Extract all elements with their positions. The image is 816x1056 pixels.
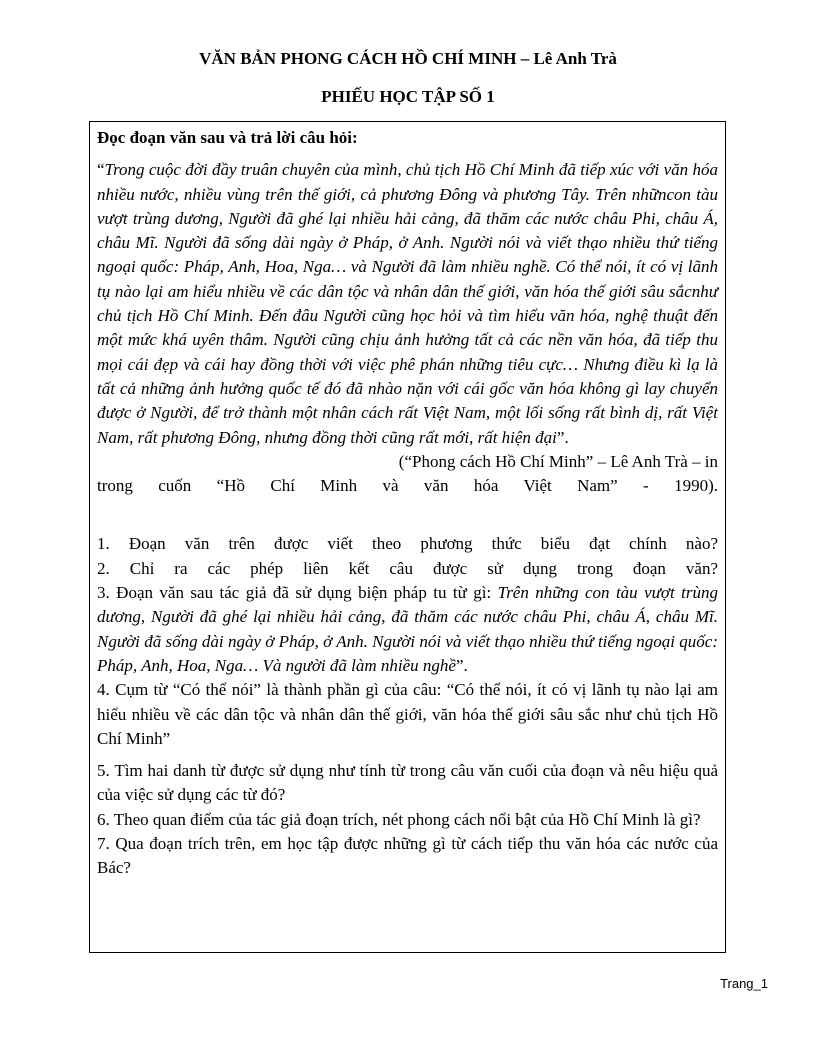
question-4: 4. Cụm từ “Có thể nói” là thành phần gì của câu: “Có thể nói, ít có vị lãnh tụ nào lại am hiểu nhiều về các dân tộc và nhân dân thế giới, văn hóa thế giới sâu sắc như chủ tịch Hồ Chí Minh” [97,680,718,748]
question-3-quote: Trên những con tàu vượt trùng dương, Người đã ghé lại nhiều hải cảng, đã thăm các nước châu Phi, châu Á, châu Mĩ. Người đã sống dài ngày ở Pháp, ở Anh. Người nói và viết thạo nhiều thứ tiếng ngoại quốc: Pháp, Anh, Hoa, Nga… Và người đã làm nhiều nghề [97,583,718,675]
question-3-suffix: ”. [455,655,468,675]
passage-text: Trong cuộc đời đầy truân chuyên của mình, chủ tịch Hồ Chí Minh đã tiếp xúc với văn hóa nhiều nước, nhiều vùng trên thế giới, cả phương Đông và phương Tây. Trên nhữncon tàu vượt trùng dương, Người đã ghé lại nhiều hải cảng, đã thăm các nước châu Phi, châu Á, châu Mĩ. Người đã sống dài ngày ở Pháp, ở Anh. Người nói và viết thạo nhiều thứ tiếng ngoại quốc: Pháp, Anh, Hoa, Nga… và Người đã làm nhiều nghề. Có thể nói, ít có vị lãnh tụ nào lại am hiểu nhiều về các dân tộc và nhân dân thế giới, văn hóa thế giới sâu sắcnhư chủ tịch Hồ Chí Minh. Đến đâu Người cũng học hỏi và tìm hiểu văn hóa, nghệ thuật đến một mức khá uyên thâm. Người cũng chịu ảnh hưởng tất cả các nền văn hóa, đã tiếp thu mọi cái đẹp và cái hay đồng thời với việc phê phán những tiêu cực… Nhưng điều kì lạ là tất cả những ảnh hưởng quốc tế đó đã nhào nặn với cái gốc văn hóa không gì lay chuyển được ở Người, để trở thành một nhân cách rất Việt Nam, một lối sống rất bình dị, rất Việt Nam, rất phương Đông, nhưng đồng thời cũng rất mới, rất hiện đại [97,160,718,447]
page-number: Trang_1 [720,976,768,991]
question-1: 1. Đoạn văn trên được viết theo phương thức biểu đạt chính nào? [97,534,718,554]
document-title: VĂN BẢN PHONG CÁCH HỒ CHÍ MINH – Lê Anh Trà [199,49,617,68]
question-6: 6. Theo quan điểm của tác giả đoạn trích, nét phong cách nổi bật của Hồ Chí Minh là gì? [97,809,701,829]
worksheet-box [89,121,726,953]
reading-passage [97,158,718,450]
instruction-heading: Đọc đoạn văn sau và trả lời câu hỏi: [97,128,358,147]
question-3-prefix: 3. Đoạn văn sau tác giả đã sử dụng biện pháp tu từ gì: [97,583,498,603]
question-5: 5. Tìm hai danh từ được sử dụng như tính từ trong câu văn cuối của đoạn và nêu hiệu quả của việc sử dụng các từ đó? [97,761,718,805]
question-2: 2. Chỉ ra các phép liên kết câu được sử dụng trong đoạn văn? [97,558,718,578]
passage-open-quote: “ [97,160,105,180]
question-3 [97,581,718,678]
source-citation-line-1: (“Phong cách Hồ Chí Minh” – Lê Anh Trà – in [398,451,718,471]
passage-close-quote: ”. [556,427,569,447]
source-citation-line-2: trong cuốn “Hồ Chí Minh và văn hóa Việt Nam” - 1990). [97,476,718,496]
worksheet-title: PHIẾU HỌC TẬP SỐ 1 [321,87,495,106]
question-7: 7. Qua đoạn trích trên, em học tập được những gì từ cách tiếp thu văn hóa các nước của Bác? [97,834,718,878]
